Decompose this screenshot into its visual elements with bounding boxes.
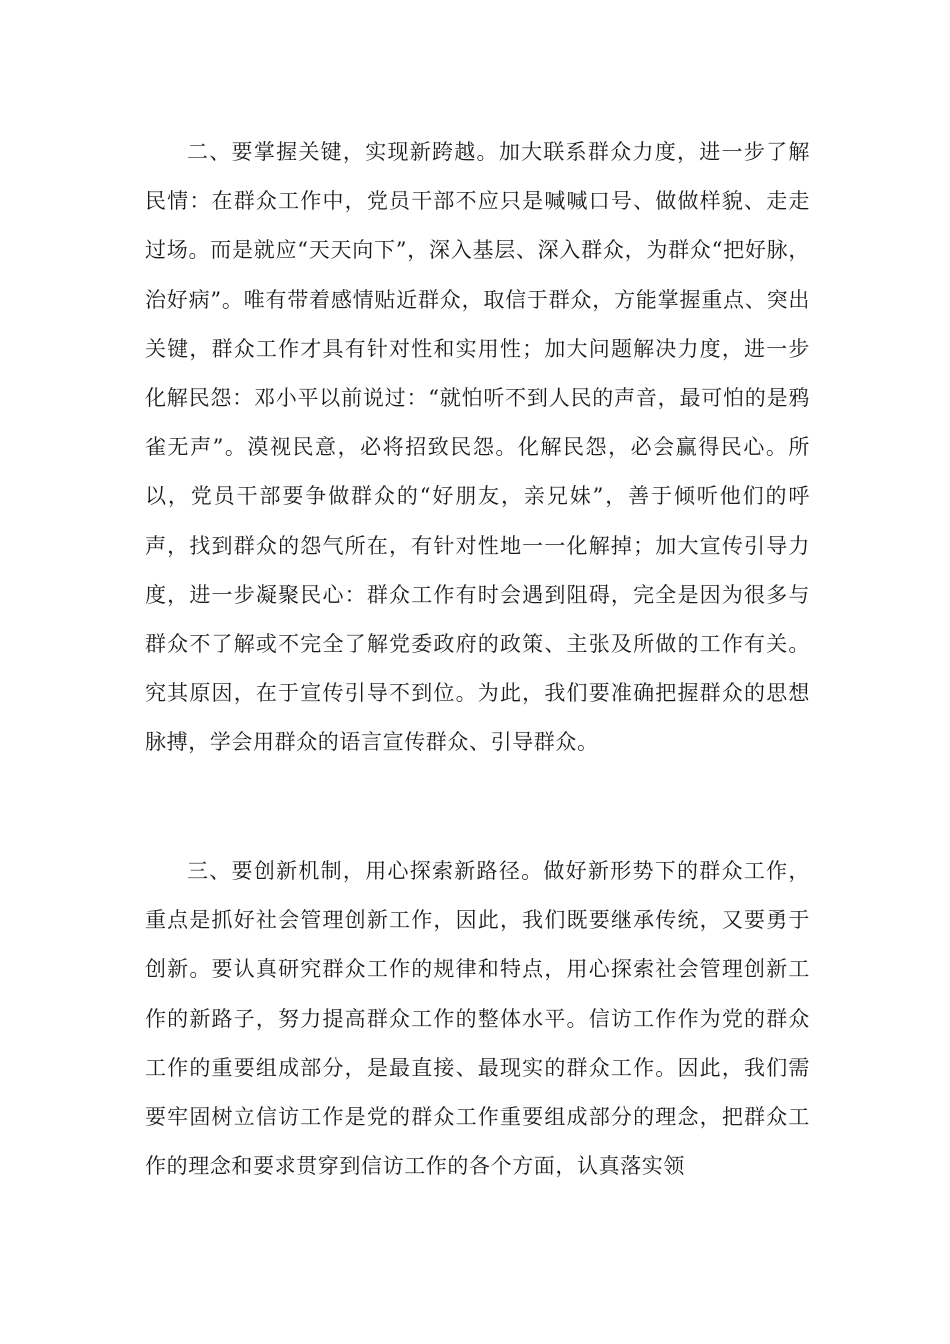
body-paragraph-3: 三、要创新机制，用心探索新路径。做好新形势下的群众工作，重点是抓好社会管理创新工作，因此，我们既要继承传统，又要勇于创新。要认真研究群众工作的规律和特点，用心探索社会管理创新工作的新路子，努力提高群众工作的整体水平。信访工作作为党的群众工作的重要组成部分，是最直接、最现实的群众工作。因此，我们需要牢固树立信访工作是党的群众工作重要组成部分的理念，把群众工作的理念和要求贯穿到信访工作的各个方面，认真落实领 bbox=[145, 859, 810, 1179]
body-paragraph-2: 二、要掌握关键，实现新跨越。加大联系群众力度，进一步了解民情：在群众工作中，党员干部不应只是喊喊口号、做做样貌、走走过场。而是就应“天天向下”，深入基层、深入群众，为群众“把好脉，治好病”。唯有带着感情贴近群众，取信于群众，方能掌握重点、突出关键，群众工作才具有针对性和实用性；加大问题解决力度，进一步化解民怨：邓小平以前说过：“就怕听不到人民的声音，最可怕的是鸦雀无声”。漠视民意，必将招致民怨。化解民怨，必会赢得民心。所以，党员干部要争做群众的“好朋友，亲兄妹”，善于倾听他们的呼声，找到群众的怨气所在，有针对性地一一化解掉；加大宣传引导力度，进一步凝聚民心：群众工作有时会遇到阻碍，完全是因为很多与群众不了解或不完全了解党委政府的政策、主张及所做的工作有关。究其原因，在于宣传引导不到位。为此，我们要准确把握群众的思想脉搏，学会用群众的语言宣传群众、引导群众。 bbox=[145, 140, 810, 755]
